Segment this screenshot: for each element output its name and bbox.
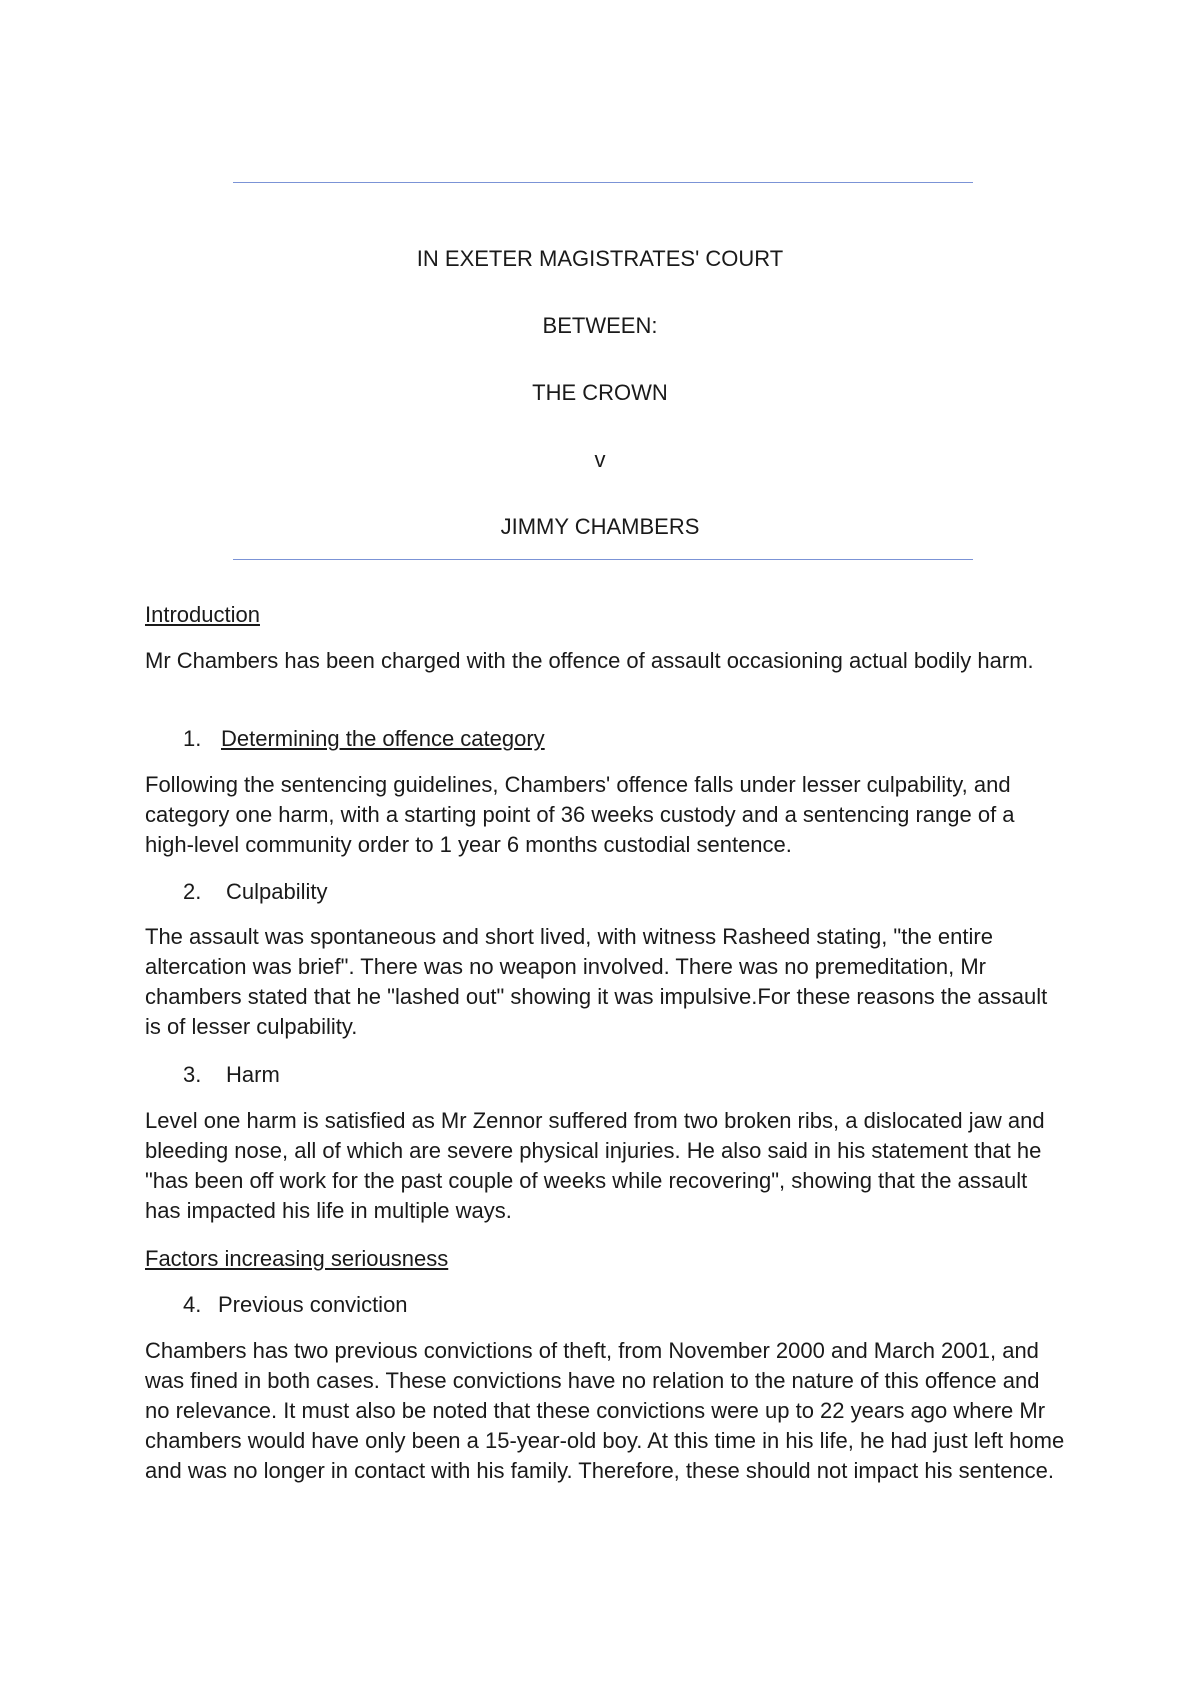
section-4-text: Chambers has two previous convictions of theft, from November 2000 and March 2001, and was fined in both cases. These convictions have no relation to the nature of this offence and no relevance. It must also be noted that these convictions were up to 22 years ago where Mr chambers would have only been a 15-year-old boy. At this time in his life, he had just left home and was no longer in contact with his family. Therefore, these should not impact his sentence. <box>145 1338 1065 1483</box>
header-top-rule <box>233 182 973 183</box>
section-1-title: Determining the offence category <box>221 726 545 751</box>
party-crown: THE CROWN <box>532 380 668 405</box>
section-3-text: Level one harm is satisfied as Mr Zennor suffered from two broken ribs, a dislocated jaw and bleeding nose, all of which are severe physical injuries. He also said in his statement that he "has been off work for the past couple of weeks while recovering", showing that the assault has impacted his life in multiple ways. <box>145 1108 1045 1223</box>
section-3-title: Harm <box>226 1062 280 1087</box>
section-4-number: 4. <box>183 1292 202 1317</box>
factors-heading: Factors increasing seriousness <box>145 1246 449 1271</box>
intro-heading: Introduction <box>145 602 260 627</box>
section-3-number: 3. <box>183 1062 202 1087</box>
section-2-text: The assault was spontaneous and short lived, with witness Rasheed stating, "the entire altercation was brief". There was no weapon involved. There was no premeditation, Mr chambers stated that he "lashed out" showing it was impulsive.For these reasons the assault is of lesser culpability. <box>145 924 1048 1039</box>
section-2-title: Culpability <box>226 879 328 904</box>
intro-text: Mr Chambers has been charged with the offence of assault occasioning actual bodily harm. <box>145 648 1034 673</box>
section-4-title: Previous conviction <box>218 1292 408 1317</box>
between-label: BETWEEN: <box>542 313 658 338</box>
versus-label: v <box>594 447 606 472</box>
section-1-number: 1. <box>183 726 202 751</box>
header-bottom-rule <box>233 559 973 560</box>
section-1-text: Following the sentencing guidelines, Chambers' offence falls under lesser culpability, and category one harm, with a starting point of 36 weeks custody and a sentencing range of a high-level community order to 1 year 6 months custodial sentence. <box>145 772 1015 857</box>
section-2-number: 2. <box>183 879 202 904</box>
court-name: IN EXETER MAGISTRATES' COURT <box>416 246 784 271</box>
party-defendant: JIMMY CHAMBERS <box>500 514 700 539</box>
